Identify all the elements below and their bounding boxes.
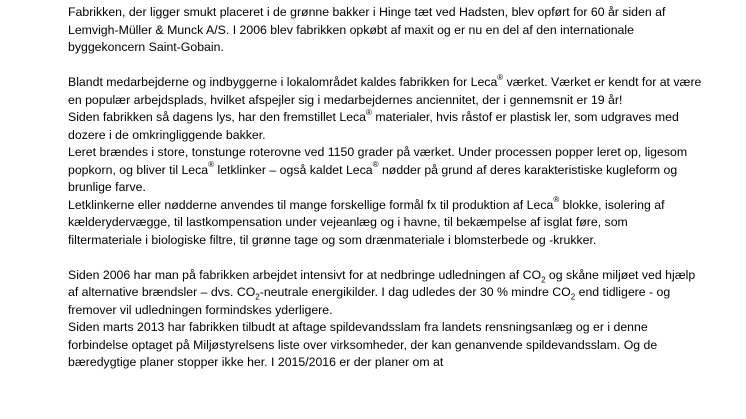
document-body (68, 4, 704, 372)
paragraph-text: og skåne miljøet ved hjælp af alternative brændsler – dvs. CO (68, 267, 696, 299)
paragraph-text: Fabrikken, der ligger smukt placeret i de grønne bakker i Hinge tæt ved Hadsten, blev opført for 60 år siden af Lemvigh-Müller & Munck A/S. I 2006 blev fabrikken opkøbt af maxit og er nu en del af den internationale byggekoncern Saint-Gobain. (68, 5, 666, 54)
registered-mark: ® (372, 160, 379, 170)
paragraph-sludge-recycling (68, 319, 704, 372)
paragraph-factory-history (68, 4, 704, 57)
paragraph-text: Siden marts 2013 har fabrikken tilbudt at aftage spildevandsslam fra landets rensningsanlæg og er i denne forbindelse optaget på Miljøstyrelsens liste over virksomheder, der kan genanvende spildevandsslam. Og de bæredygtige planer stopper ikke her. I 2015/2016 er der planer om at (68, 320, 658, 369)
paragraph-text: end tidligere - og fremover vil udledningen formindskes yderligere. (68, 285, 671, 317)
subscript-2: 2 (541, 274, 546, 284)
paragraph-text: -neutrale energikilder. I dag udledes der 30 % mindre CO (259, 285, 571, 299)
paragraph-text: Siden fabrikken så dagens lys, har den fremstillet Leca (68, 110, 367, 124)
paragraph-text: Leret brændes i store, tonstunge roterovne ved 1150 grader på værket. Under processen popper leret op, ligesom popkorn, og bliver til Leca (68, 145, 688, 177)
paragraph-text: værket. Værket er kendt for at være en populær arbejdsplads, hvilket afspejler sig i medarbejdernes anciennitet, der i gennemsnit er 19 år! (68, 75, 702, 107)
paragraph-spacer (68, 249, 704, 267)
paragraph-text: materialer, hvis råstof er plastisk ler, som udgraves med dozere i de omkringliggende bakker. (68, 110, 679, 142)
paragraph-co2-reduction (68, 267, 704, 320)
paragraph-text: blokke, isolering af kælderydervægge, til lastkompensation under vejeanlæg og i havne, til bekæmpelse af isglat føre, som filtermateriale i biologiske filtre, til grønne tage og som drænmateriale i blomsterbede og -krukker. (68, 197, 665, 247)
paragraph-raw-material (68, 109, 704, 144)
registered-mark: ® (208, 160, 215, 170)
registered-mark: ® (497, 72, 504, 82)
paragraph-text: nødder på grund af deres karakteristiske kugleform og brunlige farve. (68, 162, 678, 194)
paragraph-kiln-process (68, 144, 704, 197)
paragraph-applications (68, 197, 704, 250)
paragraph-leca-vaerket (68, 74, 704, 109)
subscript-2: 2 (570, 292, 576, 302)
paragraph-text: Letklinkerne eller nødderne anvendes til mange forskellige formål fx til produktion af Leca (68, 197, 554, 212)
registered-mark: ® (366, 107, 372, 117)
paragraph-text: letklinker – også kaldet Leca (214, 162, 373, 177)
paragraph-spacer (68, 57, 704, 75)
registered-mark: ® (553, 195, 560, 205)
subscript-2: 2 (255, 292, 260, 302)
paragraph-text: Siden 2006 har man på fabrikken arbejdet intensivt for at nedbringe udledningen af CO (68, 267, 542, 282)
paragraph-text: Blandt medarbejderne og indbyggerne i lokalområdet kaldes fabrikken for Leca (68, 75, 498, 89)
